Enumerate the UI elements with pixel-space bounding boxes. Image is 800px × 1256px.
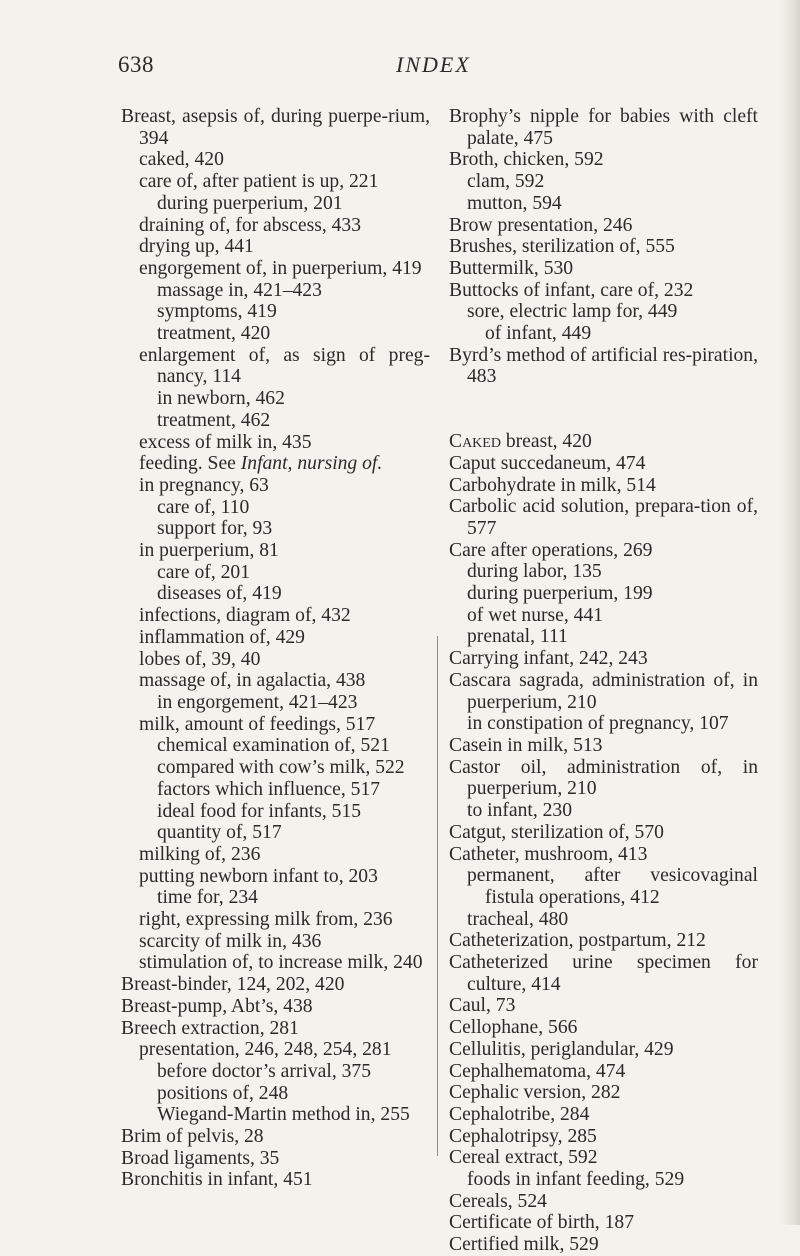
index-entry-text: milk, amount of feedings, 517	[139, 713, 376, 735]
index-entry-text: support for, 93	[157, 518, 273, 540]
index-entry	[121, 518, 430, 540]
index-entry	[121, 149, 430, 171]
index-entry	[121, 952, 430, 974]
index-entry-text: chemical examination of, 521	[157, 735, 390, 757]
index-entry-text: Castor oil, administration of, in puerperium, 210	[449, 756, 758, 800]
index-entry-text: Brophy’s nipple for babies with cleft palate, 475	[449, 106, 758, 149]
index-entry	[121, 1104, 430, 1126]
index-entry	[449, 1061, 758, 1083]
index-entry-text: right, expressing milk from, 236	[139, 909, 393, 931]
index-entry	[121, 345, 430, 388]
index-entry-text: Casein in milk, 513	[449, 734, 603, 756]
index-entry	[121, 1061, 430, 1083]
index-entry-text: massage in, 421–423	[157, 279, 322, 301]
index-entry	[121, 801, 430, 823]
index-entry	[449, 648, 758, 670]
index-entry-text: engorgement of, in puerperium, 419	[139, 257, 422, 279]
index-entry	[449, 1126, 758, 1148]
index-entry	[449, 431, 758, 453]
index-entry	[121, 540, 430, 562]
index-entry	[449, 215, 758, 237]
index-entry	[121, 974, 430, 996]
index-entry	[121, 822, 430, 844]
index-entry-text: foods in infant feeding, 529	[467, 1169, 685, 1191]
index-entry	[449, 561, 758, 583]
index-entry-text: Brim of pelvis, 28	[121, 1126, 264, 1148]
index-entry	[449, 822, 758, 844]
index-entry	[449, 475, 758, 497]
index-entry-text: enlargement of, as sign of preg-nancy, 114	[139, 344, 430, 388]
index-entry	[449, 106, 758, 149]
index-entry-text: Buttermilk, 530	[449, 257, 574, 279]
index-entry	[121, 735, 430, 757]
index-entry	[121, 193, 430, 215]
see-prefix: See	[202, 453, 241, 475]
index-entry	[121, 453, 430, 475]
column-divider	[437, 636, 438, 1156]
index-entry-text: treatment, 420	[157, 323, 271, 345]
index-entry-text: compared with cow’s milk, 522	[157, 757, 405, 779]
index-entry	[121, 692, 430, 714]
index-entry-text: excess of milk in, 435	[139, 431, 312, 453]
index-entry	[121, 1083, 430, 1105]
index-entry	[449, 453, 758, 475]
index-entry	[449, 1039, 758, 1061]
index-entry-text: Care after operations, 269	[449, 539, 653, 561]
index-entry-text: inflammation of, 429	[139, 626, 305, 648]
index-entry	[121, 714, 430, 736]
index-entry-text: during puerperium, 199	[467, 583, 653, 605]
index-entry	[121, 757, 430, 779]
index-entry-text: ideal food for infants, 515	[157, 800, 362, 822]
index-entry	[121, 996, 430, 1018]
index-entry	[449, 605, 758, 627]
index-entry	[449, 735, 758, 757]
index-entry	[121, 258, 430, 280]
index-entry	[449, 149, 758, 171]
index-entry-lead-word: Caked	[449, 431, 501, 453]
index-entry-text: Cellophane, 566	[449, 1017, 578, 1039]
index-entry-text: Cephalotripsy, 285	[449, 1125, 597, 1147]
index-entry	[121, 583, 430, 605]
index-entry-text: care of, 201	[157, 561, 251, 583]
index-entry-text: in pregnancy, 63	[139, 474, 269, 496]
index-group-b	[449, 106, 758, 388]
index-entry-text: sore, electric lamp for, 449	[467, 301, 678, 323]
index-entry	[121, 649, 430, 671]
index-entry	[121, 844, 430, 866]
index-entry-text: drying up, 441	[139, 236, 254, 258]
index-entry-text: Wiegand-Martin method in, 255	[157, 1104, 410, 1126]
index-entry-text: Brushes, sterilization of, 555	[449, 236, 675, 258]
index-entry-text: Cereals, 524	[449, 1190, 547, 1212]
index-entry-text: in constipation of pregnancy, 107	[467, 713, 729, 735]
index-entry	[449, 1234, 758, 1256]
index-entry-text: Breast-pump, Abt’s, 438	[121, 995, 313, 1017]
index-entry	[121, 497, 430, 519]
index-entry	[449, 1104, 758, 1126]
index-entry	[449, 323, 758, 345]
index-column-right	[449, 106, 758, 1256]
index-entry-text: Caul, 73	[449, 995, 516, 1017]
index-entry	[449, 540, 758, 562]
index-entry-text: stimulation of, to increase milk, 240	[139, 952, 423, 974]
index-entry-text: lobes of, 39, 40	[139, 648, 261, 670]
index-entry-text: care of, after patient is up, 221	[139, 171, 379, 193]
index-entry-text: Certified milk, 529	[449, 1234, 599, 1256]
index-entry-text: of infant, 449	[485, 323, 592, 345]
index-entry	[121, 171, 430, 193]
index-entry	[121, 779, 430, 801]
index-entry-text: Breast-binder, 124, 202, 420	[121, 974, 345, 996]
index-entry	[121, 323, 430, 345]
index-entry	[449, 496, 758, 539]
index-entry-text: in engorgement, 421–423	[157, 691, 358, 713]
index-entry-text: Broth, chicken, 592	[449, 149, 604, 171]
index-entry-text: Carbolic acid solution, prepara-tion of, 577	[449, 496, 758, 539]
index-entry-text: Catheter, mushroom, 413	[449, 843, 648, 865]
index-entry	[449, 301, 758, 323]
index-entry	[121, 670, 430, 692]
index-entry	[121, 909, 430, 931]
index-entry-text: Cereal extract, 592	[449, 1147, 598, 1169]
index-entry-text: to infant, 230	[467, 800, 573, 822]
index-entry	[121, 1169, 430, 1191]
index-entry	[449, 1191, 758, 1213]
page-number: 638	[118, 52, 154, 77]
index-entry	[121, 1018, 430, 1040]
index-entry	[449, 670, 758, 713]
page-edge-shadow	[778, 0, 800, 1225]
index-entry	[449, 952, 758, 995]
index-entry-text: Carrying infant, 242, 243	[449, 648, 648, 670]
index-entry	[121, 1039, 430, 1061]
index-entry-text: Catheterized urine specimen for culture, 414	[449, 952, 758, 995]
index-entry-text: clam, 592	[467, 171, 545, 193]
index-entry	[449, 193, 758, 215]
index-entry-text: Cephalotribe, 284	[449, 1103, 590, 1125]
index-entry-text: presentation, 246, 248, 254, 281	[139, 1039, 392, 1061]
index-entry	[121, 475, 430, 497]
index-entry	[121, 236, 430, 258]
index-entry	[121, 562, 430, 584]
index-entry-text: care of, 110	[157, 496, 250, 518]
index-entry	[449, 713, 758, 735]
index-entry	[121, 1126, 430, 1148]
index-entry-text: breast, 420	[500, 431, 592, 453]
letter-break	[449, 388, 758, 431]
index-group-c	[449, 431, 758, 1256]
index-entry-text: feeding.	[139, 453, 203, 475]
index-entry-text: milking of, 236	[139, 843, 261, 865]
index-entry	[121, 301, 430, 323]
index-entry	[121, 887, 430, 909]
running-title: INDEX	[396, 52, 471, 77]
index-entry	[449, 995, 758, 1017]
index-entry	[449, 1017, 758, 1039]
index-entry-text: during puerperium, 201	[157, 192, 343, 214]
index-entry	[449, 1082, 758, 1104]
index-entry	[449, 583, 758, 605]
index-entry	[449, 930, 758, 952]
index-entry	[121, 866, 430, 888]
index-entry	[121, 627, 430, 649]
index-entry	[449, 345, 758, 388]
see-reference: Infant, nursing of.	[240, 453, 383, 475]
index-entry-text: tracheal, 480	[467, 908, 569, 930]
index-entry	[121, 432, 430, 454]
index-entry-text: in puerperium, 81	[139, 540, 279, 562]
index-entry	[449, 280, 758, 302]
index-entry-text: symptoms, 419	[157, 301, 277, 323]
index-entry	[449, 171, 758, 193]
index-entry-text: before doctor’s arrival, 375	[157, 1060, 372, 1082]
index-entry-text: caked, 420	[139, 149, 224, 171]
index-entry-text: Byrd’s method of artificial res-piration, 483	[449, 344, 758, 388]
index-entry	[449, 236, 758, 258]
index-entry-text: quantity of, 517	[157, 822, 282, 844]
index-entry	[449, 865, 758, 908]
index-entry-text: Breast, asepsis of, during puerpe-rium, 394	[121, 106, 430, 149]
index-entry	[449, 909, 758, 931]
page-header	[118, 52, 718, 82]
index-entry	[449, 1169, 758, 1191]
index-entry-text: Caput succedaneum, 474	[449, 452, 646, 474]
index-entry	[449, 800, 758, 822]
index-entry-text: Certificate of birth, 187	[449, 1212, 634, 1234]
index-entry-text: Catgut, sterilization of, 570	[449, 821, 664, 843]
index-entry-text: Breech extraction, 281	[121, 1017, 299, 1039]
index-entry-text: Catheterization, postpartum, 212	[449, 930, 706, 952]
index-entry	[121, 280, 430, 302]
index-entry-text: Cellulitis, periglandular, 429	[449, 1038, 674, 1060]
index-entry	[449, 1212, 758, 1234]
index-entry-text: Bronchitis in infant, 451	[121, 1169, 313, 1191]
index-entry-text: diseases of, 419	[157, 583, 282, 605]
index-entry-text: infections, diagram of, 432	[139, 605, 351, 627]
index-entry-text: Broad ligaments, 35	[121, 1147, 280, 1169]
index-entry	[449, 1147, 758, 1169]
index-entry	[449, 844, 758, 866]
index-entry-text: putting newborn infant to, 203	[139, 865, 378, 887]
index-entry	[121, 931, 430, 953]
index-entry-text: during labor, 135	[467, 561, 602, 583]
index-entry	[121, 1148, 430, 1170]
index-entry-text: Brow presentation, 246	[449, 214, 633, 236]
index-column-left	[121, 106, 430, 1191]
index-entry-text: Cephalhematoma, 474	[449, 1060, 626, 1082]
index-entry	[121, 215, 430, 237]
index-entry	[449, 258, 758, 280]
index-entry-text: Cephalic version, 282	[449, 1082, 621, 1104]
index-entry-text: Buttocks of infant, care of, 232	[449, 279, 694, 301]
index-entry-text: factors which influence, 517	[157, 778, 381, 800]
index-entry	[449, 626, 758, 648]
index-entry	[121, 410, 430, 432]
index-entry-text: Carbohydrate in milk, 514	[449, 474, 656, 496]
index-entry-text: Cascara sagrada, administration of, in puerperium, 210	[449, 669, 758, 713]
index-entry-text: time for, 234	[157, 887, 258, 909]
index-entry-text: massage of, in agalactia, 438	[139, 670, 366, 692]
index-entry	[121, 605, 430, 627]
index-entry-text: of wet nurse, 441	[467, 604, 604, 626]
index-entry-text: permanent, after vesicovaginal fistula operations, 412	[467, 865, 758, 908]
index-entry-text: positions of, 248	[157, 1082, 289, 1104]
index-entry-text: in newborn, 462	[157, 388, 285, 410]
index-entry-text: draining of, for abscess, 433	[139, 214, 362, 236]
index-entry	[121, 106, 430, 149]
index-entry	[449, 757, 758, 800]
index-entry	[121, 388, 430, 410]
index-entry-text: prenatal, 111	[467, 626, 568, 648]
index-entry-text: scarcity of milk in, 436	[139, 930, 322, 952]
index-entry-text: treatment, 462	[157, 409, 271, 431]
index-entry-text: mutton, 594	[467, 192, 562, 214]
